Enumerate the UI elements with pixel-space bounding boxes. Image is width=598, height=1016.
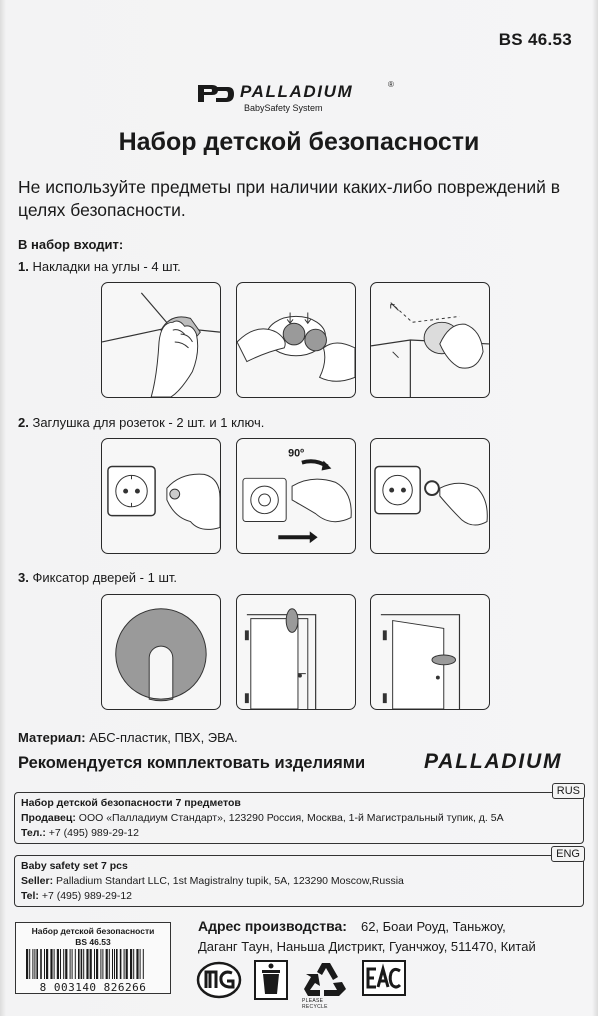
eac-mark-icon [362, 960, 406, 1000]
barcode-bar [65, 949, 67, 979]
barcode-bar [124, 949, 125, 979]
rus-seller-label: Продавец: [21, 812, 76, 824]
eng-seller-value: Palladium Standart LLC, 1st Magistralny tupik, 5A, 123290 Moscow,Russia [56, 875, 404, 887]
address-line-2: Даганг Таун, Наньша Дистрикт, Гуанчжоу, 511470, Китай [198, 939, 536, 954]
language-tag-eng: ENG [551, 846, 585, 862]
barcode-bar [32, 949, 33, 979]
manufacturing-address [198, 916, 583, 957]
barcode-bar [100, 949, 101, 979]
barcode-bar [57, 949, 59, 979]
logo-registered-mark: ® [388, 80, 394, 89]
barcode-label [15, 922, 171, 994]
barcode-bar [63, 949, 64, 979]
barcode-bar [81, 949, 83, 979]
barcode-bar [60, 949, 61, 979]
trash-bin-icon [254, 960, 288, 1000]
step-1-number: 1. [18, 259, 29, 274]
eng-title: Baby safety set 7 pcs [21, 860, 128, 872]
address-line-1: 62, Боаи Роуд, Таньжоу, [360, 919, 506, 934]
barcode-bar [36, 949, 38, 979]
barcode-title: Набор детской безопасности [31, 926, 155, 936]
door-stopper-side-illustration [370, 594, 490, 710]
barcode-bar [29, 949, 30, 979]
rus-phone-label: Тел.: [21, 827, 46, 839]
barcode-bar [109, 949, 110, 979]
socket-plug-step-2-illustration [236, 438, 356, 554]
step-1-text: Накладки на углы - 4 шт. [32, 259, 181, 274]
barcode-bar [54, 949, 55, 979]
rus-title: Набор детской безопасности 7 предметов [21, 797, 241, 809]
info-block-rus [14, 785, 584, 844]
barcode-bar [120, 949, 122, 979]
recycle-icon [300, 960, 350, 1010]
rus-seller-value: ООО «Палладиум Стандарт», 123290 Россия, Москва, 1-й Магистральный тупик, д. 5А [78, 812, 504, 824]
language-tag-rus: RUS [552, 783, 585, 799]
info-block-eng [14, 848, 584, 907]
barcode-bar [44, 949, 45, 979]
barcode-bar [130, 949, 132, 979]
barcode-bar [106, 949, 108, 979]
barcode-bar [70, 949, 71, 979]
corner-guard-step-3-illustration [370, 282, 490, 398]
barcode-bar [102, 949, 103, 979]
logo-name: PALLADIUM [240, 82, 354, 101]
pct-certification-icon [196, 960, 242, 1000]
socket-plug-step-1-illustration [101, 438, 221, 554]
recommendation-brand: PALLADIUM [424, 750, 563, 773]
palladium-logo-mark-icon [196, 82, 236, 104]
barcode-bar [140, 949, 141, 979]
eng-phone-value: +7 (495) 989-29-12 [41, 890, 133, 902]
barcode-bar [116, 949, 118, 979]
barcode-bar [75, 949, 76, 979]
barcode-bar [34, 949, 35, 979]
door-stopper-top-illustration [236, 594, 356, 710]
safety-warning: Не используйте предметы при наличии каких-либо повреждений в целях безопасности. [18, 177, 561, 220]
eng-seller-label: Seller: [21, 875, 54, 887]
door-stopper-shape-illustration [101, 594, 221, 710]
barcode-bar [86, 949, 88, 979]
barcode-bar [136, 949, 138, 979]
page-title: Набор детской безопасности [118, 128, 480, 156]
socket-plug-step-3-illustration [370, 438, 490, 554]
product-code: BS 46.53 [498, 30, 572, 49]
barcode-bar [50, 949, 52, 979]
recommendation-text: Рекомендуется комплектовать изделиями [18, 754, 366, 772]
barcode-product-code: BS 46.53 [75, 937, 111, 947]
recommendation [18, 750, 583, 776]
material-value: АБС-пластик, ПВХ, ЭВА. [89, 730, 238, 745]
barcode-bar [40, 949, 42, 979]
barcode-bar [143, 949, 144, 979]
step-2 [18, 415, 264, 430]
rus-phone-value: +7 (495) 989-29-12 [48, 827, 139, 839]
barcode-bar [83, 949, 84, 979]
corner-guard-step-2-illustration [236, 282, 356, 398]
certification-icons [196, 960, 576, 1010]
step-1 [18, 259, 181, 274]
logo-tagline: BabySafety System [244, 103, 323, 113]
step-3 [18, 570, 177, 585]
kit-heading: В набор входит: [18, 237, 124, 252]
barcode-bar [112, 949, 113, 979]
barcode-bar [133, 949, 134, 979]
barcode-bar [94, 949, 95, 979]
material-label: Материал: [18, 730, 86, 745]
rotation-label: 90º [288, 447, 305, 460]
barcode-bar [72, 949, 73, 979]
address-label: Адрес производства: [198, 918, 347, 934]
recycle-caption: PLEASE RECYCLE [302, 998, 328, 1010]
barcode-bar [78, 949, 80, 979]
barcode-bars-icon [24, 949, 164, 979]
step-3-text: Фиксатор дверей - 1 шт. [32, 570, 178, 585]
material-line [18, 730, 238, 745]
step-2-number: 2. [18, 415, 29, 430]
step-2-text: Заглушка для розеток - 2 шт. и 1 ключ. [32, 415, 265, 430]
palladium-logo [196, 80, 406, 116]
corner-guard-step-1-illustration [101, 282, 221, 398]
barcode-number: 8 003140 826266 [39, 981, 147, 994]
barcode-bar [114, 949, 115, 979]
barcode-bar [46, 949, 48, 979]
barcode-bar [96, 949, 98, 979]
barcode-bar [90, 949, 92, 979]
barcode-bar [26, 949, 28, 979]
barcode-bar [126, 949, 128, 979]
eng-phone-label: Tel: [21, 890, 39, 902]
step-3-number: 3. [18, 570, 29, 585]
